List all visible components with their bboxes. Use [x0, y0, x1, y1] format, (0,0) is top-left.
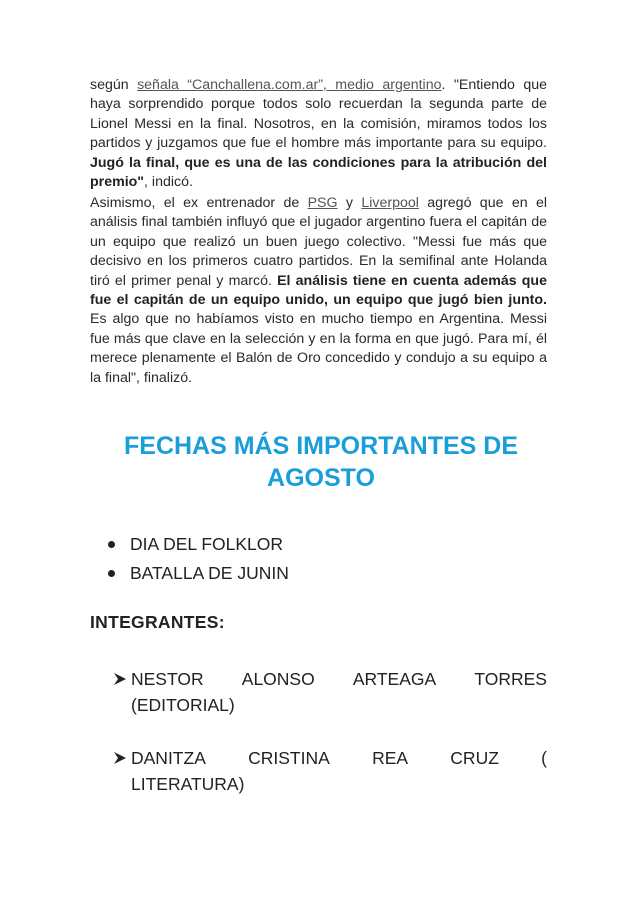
member-word: DANITZA [131, 748, 206, 768]
member-line-1 [113, 745, 547, 771]
section-heading [92, 430, 550, 494]
member-role: LITERATURA) [131, 774, 245, 794]
member-word: ALONSO [241, 669, 315, 689]
member-line-1 [113, 666, 547, 692]
arrow-bullet-icon [113, 751, 127, 765]
bold-quote: Jugó la final, que es una de las condiciones para la atribución del premio" [90, 154, 547, 191]
heading-line-2: AGOSTO [267, 464, 375, 492]
psg-link[interactable]: PSG [307, 195, 338, 211]
text: . "Entiendo que haya sorprendido porque todos solo recuerdan la segunda parte de Lionel Messi en la final. Nosotros, en la comisión, miramos todos los partidos y juzgamos que fue el hombre más importante para su equipo. [90, 77, 547, 152]
member-role: (EDITORIAL) [131, 695, 235, 715]
member-word: CRISTINA [248, 748, 330, 768]
paragraph-1 [90, 76, 547, 192]
liverpool-link[interactable]: Liverpool [361, 195, 419, 211]
bullet-icon [108, 570, 115, 577]
text: y [337, 195, 362, 211]
text: Es algo que no habíamos visto en mucho tiempo en Argentina. Messi fue más que clave en la selección y en la forma en que jugó. Para mí, él merece plenamente el Balón de Oro concedido y condujo a su equipo a la final", finalizó. [90, 311, 547, 386]
text: según [90, 77, 138, 93]
integrantes-label: INTEGRANTES: [90, 612, 225, 632]
arrow-bullet-icon [113, 672, 127, 686]
member-word: ARTEAGA [352, 669, 437, 689]
canchallena-link[interactable]: señala “Canchallena.com.ar”, medio argentino [137, 77, 442, 93]
heading-line-1: FECHAS MÁS IMPORTANTES DE [124, 432, 518, 460]
list-item-label: DIA DEL FOLKLOR [130, 534, 284, 554]
bold-quote: El análisis tiene en cuenta además que fue el capitán de un equipo unido, un equipo que jugó bien junto. [90, 272, 547, 309]
list-item [108, 559, 289, 588]
paragraph-2 [90, 194, 547, 388]
list-item [108, 530, 289, 559]
member-item [113, 745, 547, 797]
member-word: ( [541, 748, 547, 768]
list-item-label: BATALLA DE JUNIN [130, 563, 289, 583]
member-word: TORRES [474, 669, 547, 689]
dates-list [108, 530, 289, 588]
member-item [113, 666, 547, 718]
text: Asimismo, el ex entrenador de [90, 195, 308, 211]
bullet-icon [108, 541, 115, 548]
member-word: NESTOR [131, 669, 204, 689]
text: , indicó. [144, 174, 193, 191]
text: agregó que en el análisis final también influyó que el jugador argentino fuera el capitán de un equipo que realizó un buen juego colectivo. "Messi fue más que decisivo en los primeros cuatro partidos. En la semifinal ante Holanda tiró el primer penal y marcó. [90, 195, 547, 289]
member-word: REA [372, 748, 409, 768]
member-word: CRUZ [450, 748, 499, 768]
